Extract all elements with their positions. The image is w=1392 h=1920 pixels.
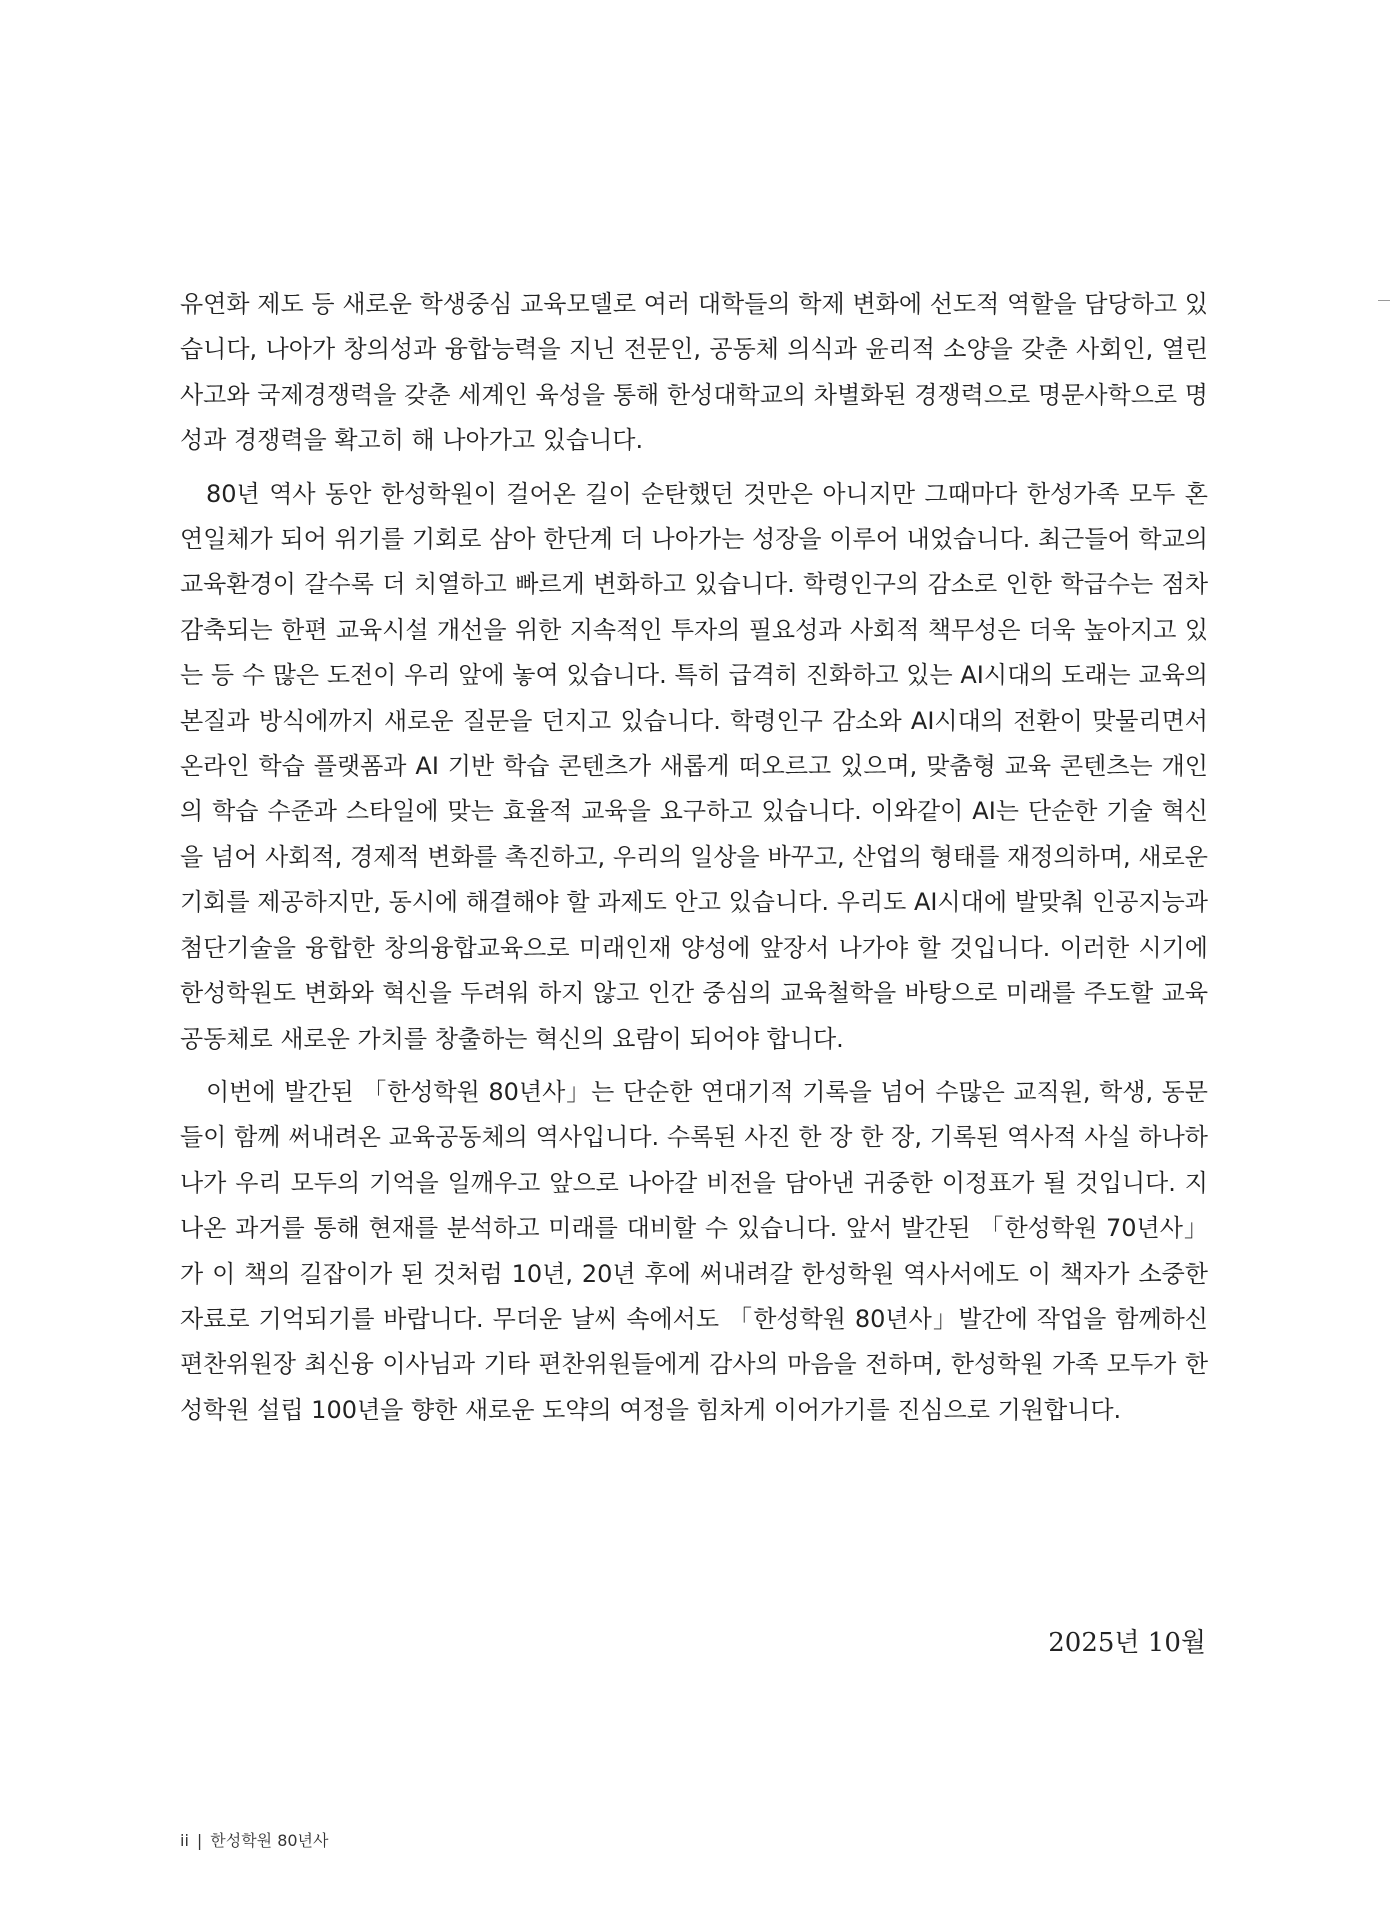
- paragraph-continuation: 유연화 제도 등 새로운 학생중심 교육모델로 여러 대학들의 학제 변화에 선도적 역할을 담당하고 있습니다, 나아가 창의성과 융합능력을 지닌 전문인, 공동체 의식과 윤리적 소양을 갖춘 사회인, 열린 사고와 국제경쟁력을 갖춘 세계인 육성을 통해 한성대학교의 차별화된 경쟁력으로 명문사학으로 명성과 경쟁력을 확고히 해 나아가고 있습니다.: [180, 290, 1208, 455]
- page-footer: [180, 1828, 328, 1851]
- footer-separator: |: [196, 1831, 203, 1850]
- page-edge-mark: [1378, 300, 1390, 301]
- footer-book-title: 한성학원 80년사: [210, 1831, 329, 1850]
- page-number: ii: [180, 1831, 189, 1850]
- body-text: [180, 282, 1208, 1441]
- paragraph-history: 80년 역사 동안 한성학원이 걸어온 길이 순탄했던 것만은 아니지만 그때마다 한성가족 모두 혼연일체가 되어 위기를 기회로 삼아 한단계 더 나아가는 성장을 이루어 내었습니다. 최근들어 학교의 교육환경이 갈수록 더 치열하고 빠르게 변화하고 있습니다. 학령인구의 감소로 인한 학급수는 점차 감축되는 한편 교육시설 개선을 위한 지속적인 투자의 필요성과 사회적 책무성은 더욱 높아지고 있는 등 수 많은 도전이 우리 앞에 놓여 있습니다. 특히 급격히 진화하고 있는 AI시대의 도래는 교육의 본질과 방식에까지 새로운 질문을 던지고 있습니다. 학령인구 감소와 AI시대의 전환이 맞물리면서 온라인 학습 플랫폼과 AI 기반 학습 콘텐츠가 새롭게 떠오르고 있으며, 맞춤형 교육 콘텐츠는 개인의 학습 수준과 스타일에 맞는 효율적 교육을 요구하고 있습니다. 이와같이 AI는 단순한 기술 혁신을 넘어 사회적, 경제적 변화를 촉진하고, 우리의 일상을 바꾸고, 산업의 형태를 재정의하며, 새로운 기회를 제공하지만, 동시에 해결해야 할 과제도 안고 있습니다. 우리도 AI시대에 발맞춰 인공지능과 첨단기술을 융합한 창의융합교육으로 미래인재 양성에 앞장서 나가야 할 것입니다. 이러한 시기에 한성학원도 변화와 혁신을 두려워 하지 않고 인간 중심의 교육철학을 바탕으로 미래를 주도할 교육공동체로 새로운 가치를 창출하는 혁신의 요람이 되어야 합니다.: [180, 479, 1208, 1053]
- publication-date: 2025년 10월: [1048, 1628, 1206, 1658]
- paragraph-publication: 이번에 발간된 「한성학원 80년사」는 단순한 연대기적 기록을 넘어 수많은 교직원, 학생, 동문들이 함께 써내려온 교육공동체의 역사입니다. 수록된 사진 한 장 한 장, 기록된 역사적 사실 하나하나가 우리 모두의 기억을 일깨우고 앞으로 나아갈 비전을 담아낸 귀중한 이정표가 될 것입니다. 지나온 과거를 통해 현재를 분석하고 미래를 대비할 수 있습니다. 앞서 발간된 「한성학원 70년사」가 이 책의 길잡이가 된 것처럼 10년, 20년 후에 써내려갈 한성학원 역사서에도 이 책자가 소중한 자료로 기억되기를 바랍니다. 무더운 날씨 속에서도 「한성학원 80년사」발간에 작업을 함께하신 편찬위원장 최신융 이사님과 기타 편찬위원들에게 감사의 마음을 전하며, 한성학원 가족 모두가 한성학원 설립 100년을 향한 새로운 도약의 여정을 힘차게 이어가기를 진심으로 기원합니다.: [180, 1077, 1208, 1424]
